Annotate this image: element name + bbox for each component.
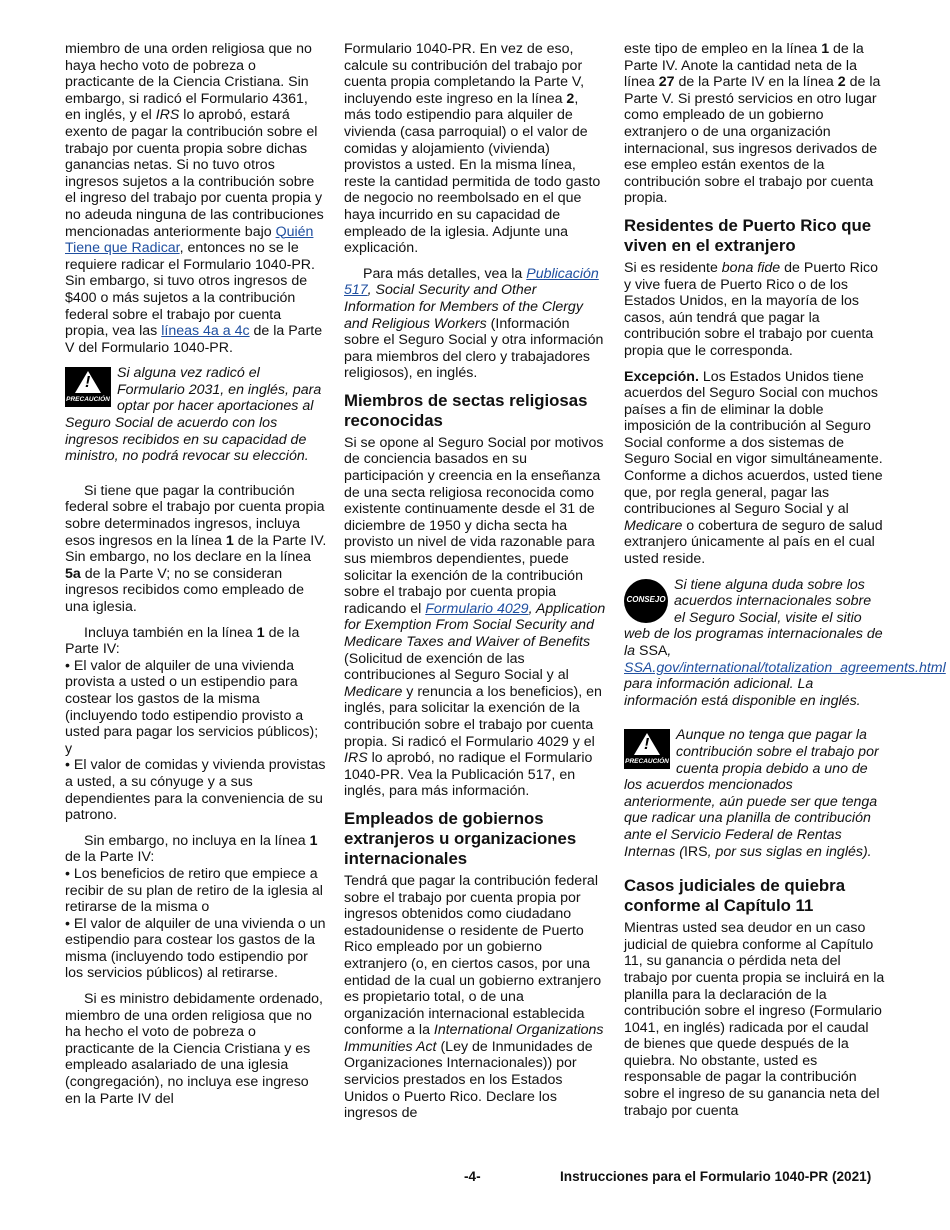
paragraph: Tendrá que pagar la contribución federal sobre el trabajo por cuenta propia por ingresos obtenidos como ciudadano estadounidense o residente de Puerto Rico empleado por un gobierno extranjero (o, en ciertos casos, por una entidad de la cual un gobierno extranjero es propietario total, o de una organización internacional establecida conforme a la International Organizations Immunities Act (Ley de Inmunidades de Organizaciones Internacionales)) por servicios prestados en los Estados Unidos o Puerto Rico. Declare los ingresos de [344,872,604,1122]
paragraph: Si es residente bona fide de Puerto Rico y vive fuera de Puerto Rico o de los Estados Unidos, en la mayoría de los casos, aún tendrá que pagar la contribución sobre el trabajo por cuenta propia que le corresponda. [624,259,878,359]
paragraph: Excepción. Los Estados Unidos tiene acuerdos del Seguro Social con muchos países a fin de eliminar la doble imposición de la contribución al Seguro Social conforme a dos sistemas de Seguro Social en vigor simultáneamente. Conforme a dichos acuerdos, usted tiene que, por regla general, pagar las contribuciones al Seguro Social y al Medicare o cobertura de seguro de salud extranjero únicamente al país en el cual usted reside. [624,368,883,568]
paragraph: Incluya también en la línea 1 de la Parte IV: [65,624,300,658]
section-heading: Casos judiciales de quiebra conforme al Capítulo 11 [624,876,846,916]
bullet-item: • El valor de alquiler de una vivienda o un estipendio para costear los gastos de la misma (incluyendo todo estipendio por los servicios públicos) al retirarse. [65,915,326,982]
section-heading: Residentes de Puerto Rico que viven en el extranjero [624,215,872,255]
link-lineas-4a-4c[interactable]: líneas 4a a 4c [161,323,250,340]
paragraph: miembro de una orden religiosa que no haya hecho voto de pobreza o practicante de la Ciencia Cristiana. Sin embargo, si radicó el Formulario 4361, en inglés, y el IRS lo aprobó, estará exento de pagar la contribución sobre el trabajo por cuenta propia sobre dichas ganancias netas. Si no tuvo otros ingresos sujetos a la contribución sobre el ingreso del trabajo por cuenta propia y no adeuda ninguna de las contribuciones mencionadas anteriormente bajo Quién Tiene que Radicar, entonces no se le requiere radicar el Formulario 1040-PR. Sin embargo, si tuvo otros ingresos de $400 o más sujetos a la contribución federal sobre el trabajo por cuenta propia, vea las líneas 4a a 4c de la Parte V del Formulario 1040-PR. [65,41,324,356]
caution-icon: ! PRECAUCIÓN [624,729,670,769]
paragraph: Si se opone al Seguro Social por motivos de conciencia basados en su participación y creencia en la enseñanza de una secta religiosa reconocida como existente continuamente desde el 31 de diciembre de 1950 y dicha secta ha provisto un nivel de vida razonable para sus miembros dependientes, puede solicitar la exención de la contribución sobre el trabajo por cuenta propia radicando el Formulario 4029, Application for Exemption From Social Security and Medicare Taxes and Waiver of Benefits (Solicitud de exención de las contribuciones al Seguro Social y al Medicare y renuncia a los beneficios), en inglés, para solicitar la exención de la contribución sobre el trabajo por cuenta propia. Si radicó el Formulario 4029 y el IRS lo aprobó, no radique el Formulario 1040-PR. Vea la Publicación 517, en inglés, para más información. [344,434,606,800]
bullet-item: • El valor de alquiler de una vivienda provista a usted o un estipendio para costear los gastos de la misma (incluyendo todo estipendio provisto a usted para pagar los servicios públicos); y [65,657,319,757]
paragraph: Formulario 1040-PR. En vez de eso, calcule su contribución del trabajo por cuenta propia completando la Parte V, incluyendo este ingreso en la línea 2, más todo estipendio para alquiler de vivienda (casa parroquial) o el valor de comidas y alojamiento (vivienda) provistos a usted. En la misma línea, reste la cantidad permitida de todo gasto de negocio no reembolsado en el que haya incurrido en su capacidad de empleado de la iglesia. Adjunte una explicación. [344,41,601,257]
page-number: -4- [464,1169,481,1184]
caution-note: ! PRECAUCIÓN Aunque no tenga que pagar la contribución sobre el trabajo por cuenta propia debido a uno de los acuerdos mencionados anteriormente, aún puede ser que tenga que radicar una planilla de contribución ante el Servicio Federal de Rentas Internas (IRS, por sus siglas en inglés). [624,727,879,860]
column-2 [344,41,606,1131]
section-heading: Miembros de sectas religiosas reconocidas [344,390,588,430]
column-1 [65,41,327,1116]
tip-note: CONSEJO Si tiene alguna duda sobre los acuerdos internacionales sobre el Seguro Social, visite el sitio web de los programas internacionales de la SSA, SSA.gov/international/totalization_agreements.html para información adicional. La información está disponible en inglés. [624,576,946,709]
paragraph: Si tiene que pagar la contribución federal sobre el trabajo por cuenta propia sobre determinados ingresos, incluya esos ingresos en la línea 1 de la Parte IV. Sin embargo, no los declare en la línea 5a de la Parte V; no se consideran ingresos recibidos como empleado de una iglesia. [65,482,327,615]
paragraph: Si es ministro debidamente ordenado, miembro de una orden religiosa que no ha hecho el voto de pobreza o practicante de la Ciencia Cristiana y es empleado asalariado de una iglesia (congregación), no incluya ese ingreso en la Parte IV del [65,991,323,1107]
tip-icon: CONSEJO [624,579,668,623]
document-title: Instrucciones para el Formulario 1040-PR (2021) [560,1169,872,1184]
column-3 [624,41,946,1128]
link-publicacion-517[interactable]: Publicación 517 [344,265,599,299]
link-ssa-totalization[interactable]: SSA.gov/international/totalization_agreements.html [624,659,946,676]
section-heading: Empleados de gobiernos extranjeros u organizaciones internacionales [344,808,577,868]
paragraph: Sin embargo, no incluya en la línea 1 de la Parte IV: [65,832,318,866]
bullet-item: • Los beneficios de retiro que empiece a recibir de su plan de retiro de la iglesia al retirarse de la misma o [65,865,323,916]
link-quien-tiene-que-radicar[interactable]: Quién Tiene que Radicar [65,223,314,257]
link-formulario-4029[interactable]: Formulario 4029 [425,600,529,617]
paragraph: este tipo de empleo en la línea 1 de la Parte IV. Anote la cantidad neta de la línea 27 de la Parte IV en la línea 2 de la Parte V. Si prestó servicios en otro lugar como empleado de un gobierno extranjero o de una organización internacional, sus ingresos derivados de ese empleo están exentos de la contribución sobre el trabajo por cuenta propia. [624,41,881,207]
paragraph: Mientras usted sea deudor en un caso judicial de quiebra conforme al Capítulo 11, su ganancia o pérdida neta del trabajo por cuenta propia se incluirá en la planilla para la declaración de la contribución sobre el ingreso (Formulario 1041, en inglés) radicada por el caudal de bienes que quede después de la quiebra. No obstante, usted es responsable de pagar la contribución sobre el ingreso de su ganancia neta del trabajo por cuenta [624,920,885,1119]
paragraph: Para más detalles, vea la Publicación 517, Social Security and Other Information for Members of the Clergy and Religious Workers (Información sobre el Seguro Social y otra información para miembros del clero y trabajadores religiosos), en inglés. [344,265,604,382]
caution-note: ! PRECAUCIÓN Si alguna vez radicó el Formulario 2031, en inglés, para optar por hacer aportaciones al Seguro Social de acuerdo con los ingresos recibidos en su capacidad de ministro, no podrá revocar su elección. [65,365,322,465]
bullet-item: • El valor de comidas y vivienda provistas a usted, a su cónyuge y a sus dependientes para la conveniencia de su patrono. [65,757,326,824]
caution-icon: ! PRECAUCIÓN [65,367,111,407]
